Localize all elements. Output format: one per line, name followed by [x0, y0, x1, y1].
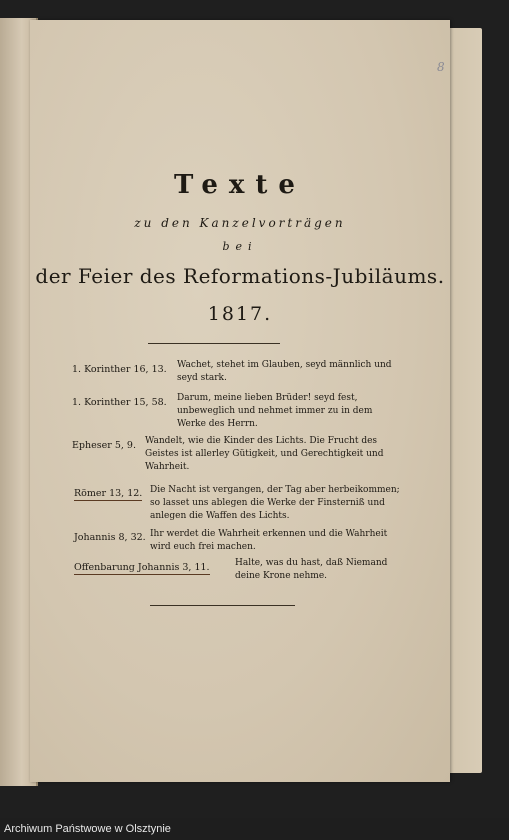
scripture-text: Wandelt, wie die Kinder des Lichts. Die Frucht des Geistes ist allerley Gütigkeit, und Gerechtigkeit und Wahrheit. — [145, 436, 384, 472]
divider-top — [148, 343, 280, 344]
archive-footer — [0, 818, 509, 840]
scripture-reference: 1. Korinther 16, 13. — [72, 364, 167, 375]
scripture-reference: 1. Korinther 15, 58. — [72, 397, 167, 408]
scripture-reference: Offenbarung Johannis 3, 11. — [74, 562, 210, 573]
scripture-text: Wachet, stehet im Glauben, seyd männlich und seyd stark. — [177, 360, 392, 383]
page-number: 8 — [437, 60, 445, 74]
scripture-text: Halte, was du hast, daß Niemand deine Krone nehme. — [235, 558, 388, 581]
divider-bottom — [150, 605, 295, 606]
scripture-reference: Römer 13, 12. — [74, 488, 143, 499]
subtitle-line-2: bei — [222, 240, 258, 253]
subtitle-line-3: der Feier des Reformations-Jubiläums. — [35, 264, 445, 288]
scripture-text: Ihr werdet die Wahrheit erkennen und die Wahrheit wird euch frei machen. — [150, 529, 388, 552]
scripture-text: Die Nacht ist vergangen, der Tag aber herbeikommen; so lasset uns ablegen die Werke der Finsterniß und anlegen die Waffen des Lichts. — [150, 485, 400, 521]
document-page — [30, 20, 450, 782]
subtitle-line-1: zu den Kanzelvorträgen — [134, 216, 346, 230]
scripture-text: Darum, meine lieben Brüder! seyd fest, unbeweglich und nehmet immer zu in dem Werke des Herrn. — [177, 393, 373, 429]
year: 1817. — [207, 303, 273, 325]
archive-name: Archiwum Państwowe w Olsztynie — [4, 823, 171, 835]
document-title: Texte — [174, 170, 306, 200]
scripture-reference: Epheser 5, 9. — [72, 440, 136, 451]
scripture-reference: Johannis 8, 32. — [74, 532, 146, 543]
